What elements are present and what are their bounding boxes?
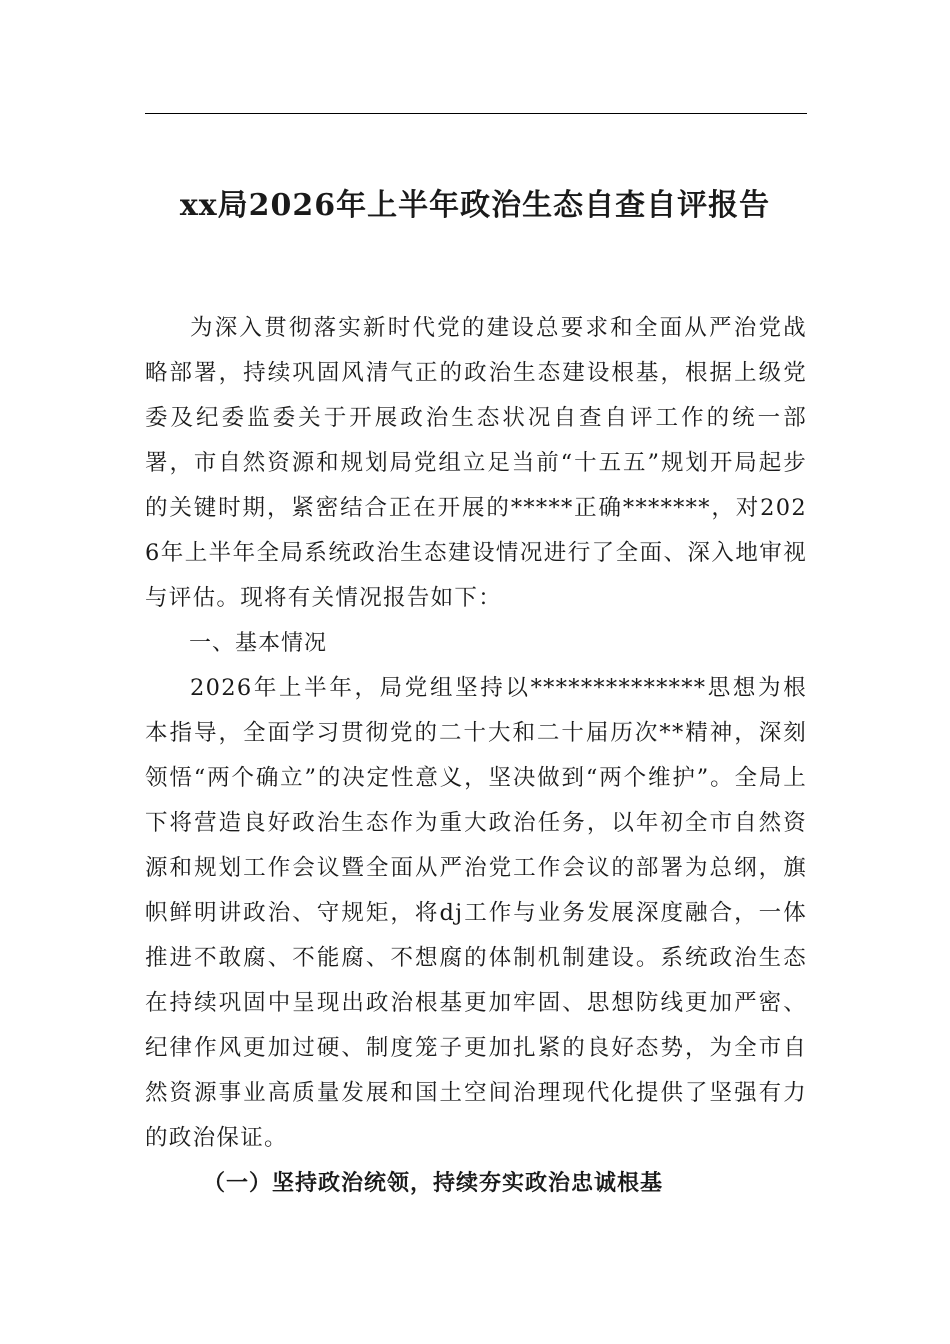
subsection-heading-political-leadership: （一）坚持政治统领，持续夯实政治忠诚根基 xyxy=(203,1170,664,1196)
basic-situation-paragraph: 2026年上半年，局党组坚持以**************思想为根本指导，全面学习贯彻党的二十大和二十届历次**精神，深刻领悟“两个确立”的决定性意义，坚决做到“两个维护”。全局上下将营造良好政治生态作为重大政治任务，以年初全市自然资源和规划工作会议暨全面从严治党工作会议的部署为总纲，旗帜鲜明讲政治、守规矩，将dj工作与业务发展深度融合，一体推进不敢腐、不能腐、不想腐的体制机制建设。系统政治生态在持续巩固中呈现出政治根基更加牢固、思想防线更加严密、纪律作风更加过硬、制度笼子更加扎紧的良好态势，为全市自然资源事业高质量发展和国土空间治理现代化提供了坚强有力的政治保证。 xyxy=(145,675,807,1151)
document-body xyxy=(145,306,807,1206)
document-title: xx局2026年上半年政治生态自查自评报告 xyxy=(179,188,771,223)
section-heading-basic-situation: 一、基本情况 xyxy=(189,631,328,656)
intro-paragraph: 为深入贯彻落实新时代党的建设总要求和全面从严治党战略部署，持续巩固风清气正的政治生态建设根基，根据上级党委及纪委监委关于开展政治生态状况自查自评工作的统一部署，市自然资源和规划局党组立足当前“十五五”规划开局起步的关键时期，紧密结合正在开展的*****正确*******，对2026年上半年全局系统政治生态建设情况进行了全面、深入地审视与评估。现将有关情况报告如下： xyxy=(145,315,807,611)
header-rule xyxy=(145,113,807,114)
